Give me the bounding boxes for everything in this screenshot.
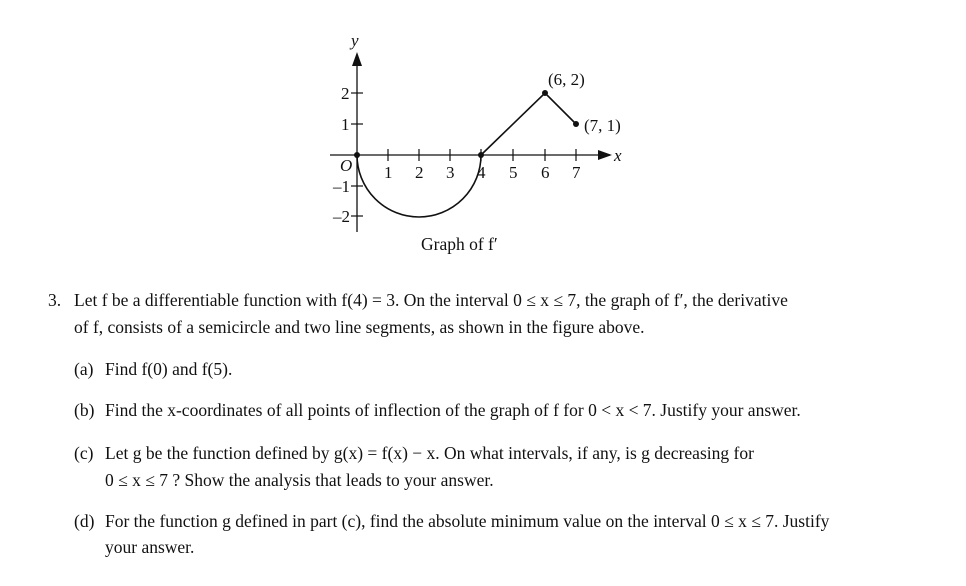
point-b-label: (7, 1) — [584, 116, 621, 135]
question-stem-line2: of f, consists of a semicircle and two line segments, as shown in the figure above. — [74, 317, 645, 337]
part-b-text: Find the x-coordinates of all points of inflection of the graph of f for 0 < x < 7. Justify your answer. — [105, 400, 801, 420]
point-origin — [354, 152, 360, 158]
x-axis-arrow — [598, 150, 612, 160]
part-b-label: (b) — [74, 400, 95, 420]
point-6-2 — [542, 90, 548, 96]
graph-figure — [0, 0, 966, 270]
part-d-text-line2: your answer. — [105, 537, 195, 557]
line-segments — [481, 93, 576, 155]
point-7-1 — [573, 121, 579, 127]
x-tick-label-6: 6 — [541, 163, 550, 182]
question-number: 3. — [48, 290, 62, 310]
x-axis-label: x — [614, 146, 622, 165]
point-a-label: (6, 2) — [548, 70, 585, 89]
x-tick-label-7: 7 — [572, 163, 581, 182]
x-tick-label-1: 1 — [384, 163, 393, 182]
part-c-text-line2: 0 ≤ x ≤ 7 ? Show the analysis that leads to your answer. — [105, 470, 494, 490]
figure-caption: Graph of f′ — [421, 234, 498, 254]
part-d-label: (d) — [74, 511, 95, 531]
y-tick-label-1: 1 — [341, 115, 350, 134]
point-4-0 — [478, 152, 484, 158]
x-tick-label-2: 2 — [415, 163, 424, 182]
y-axis-arrow — [352, 52, 362, 66]
x-tick-label-3: 3 — [446, 163, 455, 182]
y-tick-label-2: 2 — [341, 84, 350, 103]
x-tick-label-5: 5 — [509, 163, 518, 182]
origin-label: O — [340, 156, 353, 175]
part-a-text: Find f(0) and f(5). — [105, 359, 233, 379]
y-tick-label-neg2: –2 — [333, 207, 350, 226]
y-axis-label: y — [351, 31, 359, 50]
part-d-text-line1: For the function g defined in part (c), find the absolute minimum value on the interval 0 ≤ x ≤ 7. Justify — [105, 511, 830, 531]
question-stem-line1: Let f be a differentiable function with f(4) = 3. On the interval 0 ≤ x ≤ 7, the graph of f′, the derivative — [74, 290, 788, 310]
x-tick-label-4: 4 — [477, 163, 486, 182]
part-c-text-line1: Let g be the function defined by g(x) = f(x) − x. On what intervals, if any, is g decreasing for — [105, 443, 754, 463]
y-tick-label-neg1: –1 — [333, 177, 350, 196]
part-a-label: (a) — [74, 359, 94, 379]
part-c-label: (c) — [74, 443, 94, 463]
